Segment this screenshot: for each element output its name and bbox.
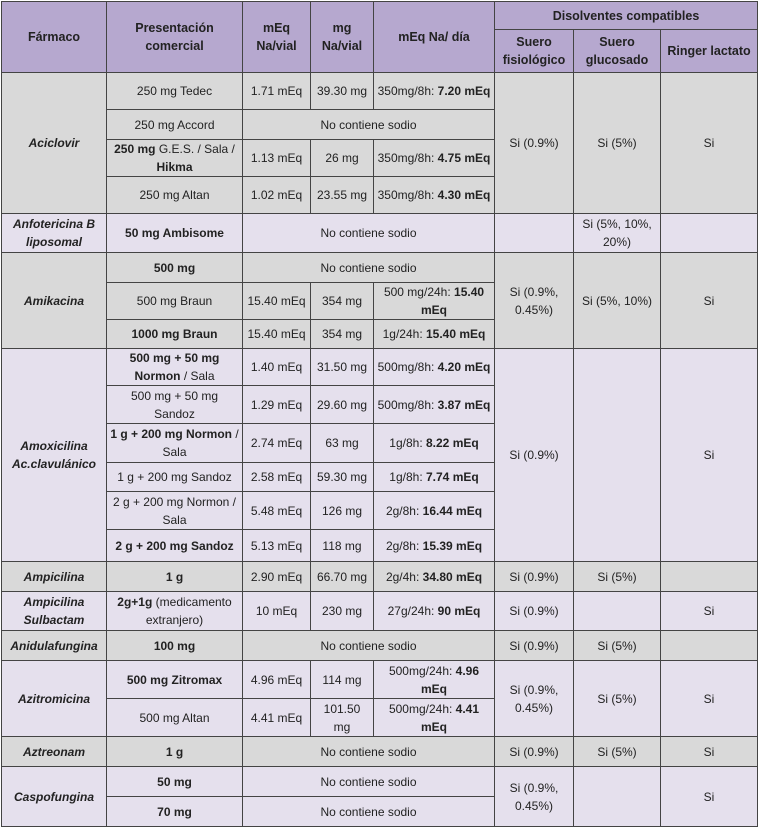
header-ringer: Ringer lactato bbox=[661, 30, 758, 73]
mg-vial: 114 mg bbox=[311, 661, 374, 699]
ringer-lactato: Si bbox=[661, 737, 758, 767]
presentation: 250 mg Tedec bbox=[107, 73, 243, 110]
mg-vial: 39.30 mg bbox=[311, 73, 374, 110]
suero-glucosado bbox=[574, 592, 661, 631]
meq-vial: 1.71 mEq bbox=[243, 73, 311, 110]
meq-dia: 500mg/8h: 3.87 mEq bbox=[374, 386, 495, 424]
presentation: 1000 mg Braun bbox=[107, 320, 243, 349]
meq-dia: 500mg/24h: 4.96 mEq bbox=[374, 661, 495, 699]
presentation: 500 mg Braun bbox=[107, 283, 243, 320]
drug-name: Amikacina bbox=[2, 253, 107, 349]
meq-vial: 1.02 mEq bbox=[243, 177, 311, 214]
suero-glucosado: Si (5%, 10%, 20%) bbox=[574, 214, 661, 253]
mg-vial: 126 mg bbox=[311, 492, 374, 530]
no-sodio: No contiene sodio bbox=[243, 797, 495, 827]
meq-vial: 4.41 mEq bbox=[243, 699, 311, 737]
table-row bbox=[2, 737, 758, 767]
meq-dia: 1g/24h: 15.40 mEq bbox=[374, 320, 495, 349]
suero-glucosado bbox=[574, 349, 661, 562]
ringer-lactato: Si bbox=[661, 349, 758, 562]
presentation: 250 mg G.E.S. / Sala / Hikma bbox=[107, 140, 243, 177]
presentation: 500 mg + 50 mg Normon / Sala bbox=[107, 349, 243, 386]
presentation: 1 g bbox=[107, 562, 243, 592]
suero-glucosado: Si (5%) bbox=[574, 661, 661, 737]
drug-sodium-table bbox=[1, 1, 758, 827]
meq-vial: 1.29 mEq bbox=[243, 386, 311, 424]
no-sodio: No contiene sodio bbox=[243, 737, 495, 767]
presentation: 250 mg Accord bbox=[107, 110, 243, 140]
mg-vial: 118 mg bbox=[311, 530, 374, 562]
mg-vial: 29.60 mg bbox=[311, 386, 374, 424]
ringer-lactato: Si bbox=[661, 592, 758, 631]
meq-dia: 350mg/8h: 4.75 mEq bbox=[374, 140, 495, 177]
suero-fisiologico: Si (0.9%) bbox=[495, 562, 574, 592]
presentation: 250 mg Altan bbox=[107, 177, 243, 214]
ringer-lactato: Si bbox=[661, 253, 758, 349]
mg-vial: 26 mg bbox=[311, 140, 374, 177]
meq-dia: 350mg/8h: 7.20 mEq bbox=[374, 73, 495, 110]
no-sodio: No contiene sodio bbox=[243, 110, 495, 140]
header-mg-vial: mg Na/vial bbox=[311, 2, 374, 73]
header-disolventes: Disolventes compatibles bbox=[495, 2, 758, 30]
drug-name: Ampicilina bbox=[2, 562, 107, 592]
header-suero-glucosado: Suero glucosado bbox=[574, 30, 661, 73]
drug-name: Caspofungina bbox=[2, 767, 107, 827]
header-suero-fisiologico: Suero fisiológico bbox=[495, 30, 574, 73]
suero-fisiologico: Si (0.9%) bbox=[495, 349, 574, 562]
mg-vial: 101.50 mg bbox=[311, 699, 374, 737]
meq-vial: 1.13 mEq bbox=[243, 140, 311, 177]
meq-vial: 1.40 mEq bbox=[243, 349, 311, 386]
table-row bbox=[2, 592, 758, 631]
presentation: 500 mg bbox=[107, 253, 243, 283]
no-sodio: No contiene sodio bbox=[243, 214, 495, 253]
ringer-lactato bbox=[661, 562, 758, 592]
suero-glucosado: Si (5%) bbox=[574, 562, 661, 592]
suero-glucosado: Si (5%) bbox=[574, 73, 661, 214]
meq-dia: 350mg/8h: 4.30 mEq bbox=[374, 177, 495, 214]
suero-fisiologico: Si (0.9%) bbox=[495, 592, 574, 631]
presentation: 2g+1g (medicamento extranjero) bbox=[107, 592, 243, 631]
meq-vial: 2.74 mEq bbox=[243, 424, 311, 463]
meq-dia: 2g/4h: 34.80 mEq bbox=[374, 562, 495, 592]
meq-vial: 5.13 mEq bbox=[243, 530, 311, 562]
mg-vial: 31.50 mg bbox=[311, 349, 374, 386]
meq-vial: 5.48 mEq bbox=[243, 492, 311, 530]
suero-fisiologico: Si (0.9%, 0.45%) bbox=[495, 253, 574, 349]
table-row bbox=[2, 631, 758, 661]
suero-fisiologico: Si (0.9%) bbox=[495, 631, 574, 661]
suero-fisiologico: Si (0.9%, 0.45%) bbox=[495, 661, 574, 737]
no-sodio: No contiene sodio bbox=[243, 767, 495, 797]
drug-name: Anidulafungina bbox=[2, 631, 107, 661]
header-farmaco: Fármaco bbox=[2, 2, 107, 73]
meq-dia: 27g/24h: 90 mEq bbox=[374, 592, 495, 631]
presentation: 1 g bbox=[107, 737, 243, 767]
meq-dia: 2g/8h: 16.44 mEq bbox=[374, 492, 495, 530]
header-presentacion: Presentación comercial bbox=[107, 2, 243, 73]
drug-name: Ampicilina Sulbactam bbox=[2, 592, 107, 631]
mg-vial: 66.70 mg bbox=[311, 562, 374, 592]
mg-vial: 354 mg bbox=[311, 320, 374, 349]
presentation: 70 mg bbox=[107, 797, 243, 827]
suero-fisiologico bbox=[495, 214, 574, 253]
presentation: 2 g + 200 mg Sandoz bbox=[107, 530, 243, 562]
meq-dia: 1g/8h: 7.74 mEq bbox=[374, 463, 495, 492]
table-row bbox=[2, 562, 758, 592]
ringer-lactato: Si bbox=[661, 661, 758, 737]
meq-dia: 500mg/8h: 4.20 mEq bbox=[374, 349, 495, 386]
presentation: 50 mg bbox=[107, 767, 243, 797]
suero-glucosado: Si (5%, 10%) bbox=[574, 253, 661, 349]
presentation: 100 mg bbox=[107, 631, 243, 661]
meq-dia: 500mg/24h: 4.41 mEq bbox=[374, 699, 495, 737]
ringer-lactato bbox=[661, 214, 758, 253]
drug-name: Amoxicilina Ac.clavulánico bbox=[2, 349, 107, 562]
mg-vial: 354 mg bbox=[311, 283, 374, 320]
drug-name: Anfotericina B liposomal bbox=[2, 214, 107, 253]
mg-vial: 63 mg bbox=[311, 424, 374, 463]
suero-glucosado: Si (5%) bbox=[574, 631, 661, 661]
presentation: 1 g + 200 mg Sandoz bbox=[107, 463, 243, 492]
meq-dia: 2g/8h: 15.39 mEq bbox=[374, 530, 495, 562]
mg-vial: 23.55 mg bbox=[311, 177, 374, 214]
table-row bbox=[2, 214, 758, 253]
ringer-lactato bbox=[661, 631, 758, 661]
suero-fisiologico: Si (0.9%, 0.45%) bbox=[495, 767, 574, 827]
suero-glucosado bbox=[574, 767, 661, 827]
meq-vial: 2.58 mEq bbox=[243, 463, 311, 492]
table-row bbox=[2, 661, 758, 699]
header-meq-vial: mEq Na/vial bbox=[243, 2, 311, 73]
ringer-lactato: Si bbox=[661, 767, 758, 827]
meq-vial: 2.90 mEq bbox=[243, 562, 311, 592]
suero-fisiologico: Si (0.9%) bbox=[495, 73, 574, 214]
ringer-lactato: Si bbox=[661, 73, 758, 214]
presentation: 500 mg Altan bbox=[107, 699, 243, 737]
header-meq-dia: mEq Na/ día bbox=[374, 2, 495, 73]
table-row bbox=[2, 349, 758, 386]
suero-fisiologico: Si (0.9%) bbox=[495, 737, 574, 767]
meq-vial: 15.40 mEq bbox=[243, 320, 311, 349]
drug-name: Azitromicina bbox=[2, 661, 107, 737]
drug-name: Aciclovir bbox=[2, 73, 107, 214]
meq-vial: 4.96 mEq bbox=[243, 661, 311, 699]
mg-vial: 230 mg bbox=[311, 592, 374, 631]
presentation: 1 g + 200 mg Normon / Sala bbox=[107, 424, 243, 463]
table-row bbox=[2, 253, 758, 283]
table-row bbox=[2, 767, 758, 797]
presentation: 2 g + 200 mg Normon / Sala bbox=[107, 492, 243, 530]
meq-dia: 500 mg/24h: 15.40 mEq bbox=[374, 283, 495, 320]
no-sodio: No contiene sodio bbox=[243, 631, 495, 661]
presentation: 500 mg + 50 mg Sandoz bbox=[107, 386, 243, 424]
drug-name: Aztreonam bbox=[2, 737, 107, 767]
meq-vial: 10 mEq bbox=[243, 592, 311, 631]
mg-vial: 59.30 mg bbox=[311, 463, 374, 492]
presentation: 50 mg Ambisome bbox=[107, 214, 243, 253]
meq-dia: 1g/8h: 8.22 mEq bbox=[374, 424, 495, 463]
no-sodio: No contiene sodio bbox=[243, 253, 495, 283]
table-row bbox=[2, 73, 758, 110]
meq-vial: 15.40 mEq bbox=[243, 283, 311, 320]
suero-glucosado: Si (5%) bbox=[574, 737, 661, 767]
presentation: 500 mg Zitromax bbox=[107, 661, 243, 699]
